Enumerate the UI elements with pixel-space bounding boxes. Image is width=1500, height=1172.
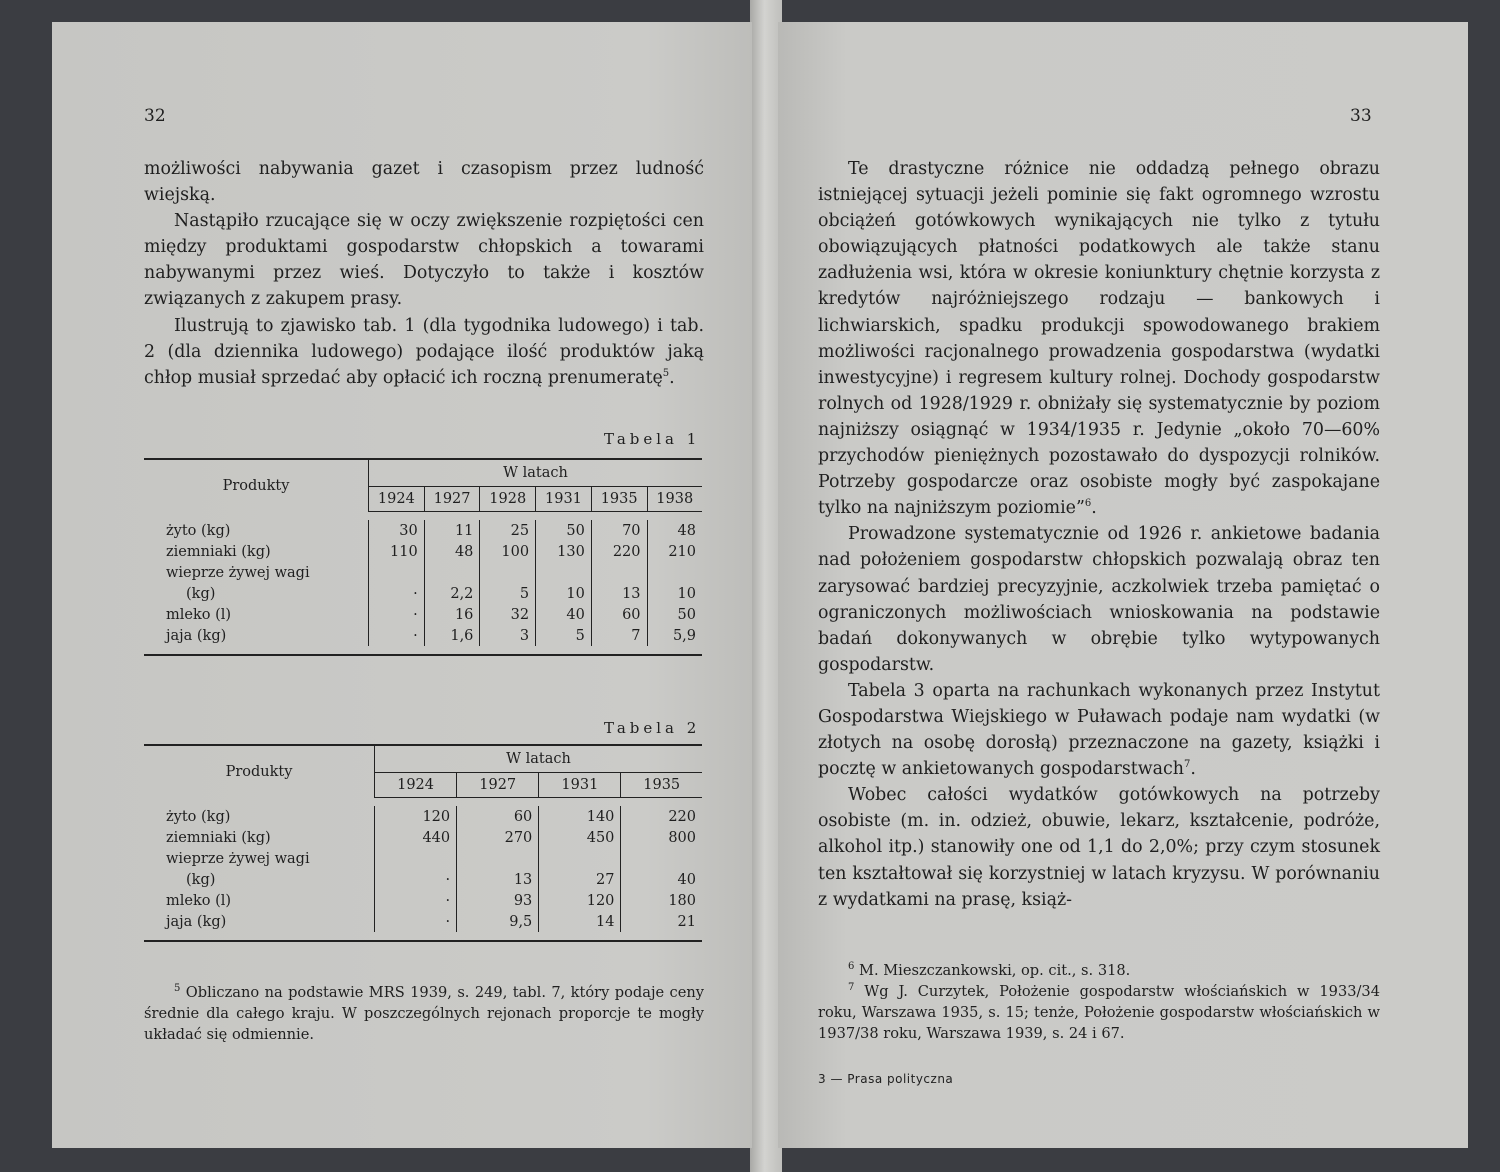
table-cell: 1,6 [424,625,480,646]
footnote-number: 6 [848,961,855,973]
paragraph: Nastąpiło rzucające się w oczy zwiększenie rozpiętości cen między produktami gospodarstw chłopskich a towarami nabywanymi przez wieś. Dotyczyło to także i kosztów związanych z zakupem prasy. [144,211,704,310]
row-label: (kg) [186,585,216,602]
paragraph: możliwości nabywania gazet i czasopism przez ludność wiejską. [144,159,704,206]
data-table [144,458,702,656]
table-row [144,806,702,827]
table-cell: 180 [621,890,702,911]
year-header: 1938 [647,487,702,512]
footnote-ref: 5 [662,367,670,379]
footnotes [818,960,1380,1044]
table-cell: 40 [621,869,702,890]
year-header: 1928 [480,487,536,512]
table-cell: 10 [536,583,592,604]
table-row [144,541,702,562]
paragraph: Prowadzone systematycznie od 1926 r. ankietowe badania nad położeniem gospodarstw chłopskich pozwalają obraz ten zarysować bardziej precyzyjnie, aczkolwiek trzeba pamiętać o ograniczonych możliwościach wnioskowania na podstawie badań dokonywanych w obrębie tylko wytypowanych gospodarstw. [818,524,1380,675]
footnote-ref: 6 [1084,498,1092,510]
row-label: ziemniaki (kg) [166,543,271,560]
row-label: mleko (l) [166,892,232,909]
table-cell: 3 [480,625,536,646]
paragraph-text: Tabela 3 oparta na rachunkach wykonanych przez Instytut Gospodarstwa Wiejskiego w Puławach podaje nam wydatki (w złotych na osobę dorosłą) przeznaczone na gazety, książki i pocztę w ankietowanych gospodarstwach [818,680,1380,780]
left-page [52,22,752,1148]
table-row [144,827,702,848]
footnote-text: Obliczano na podstawie MRS 1939, s. 249, tabl. 7, który podaje ceny średnie dla całego kraju. W poszczególnych rejonach proporcje te mogły układać się odmiennie. [144,984,704,1043]
year-header: 1935 [591,487,647,512]
body-text [144,156,704,391]
body-text [818,156,1380,913]
table-cell: · [375,869,457,890]
table-cell: 220 [621,806,702,827]
paragraph: Wobec całości wydatków gotówkowych na potrzeby osobiste (m. in. odzież, obuwie, lekarz, kształcenie, podróże, alkohol itp.) stanowiły one od 1,1 do 2,0%; przy czym stosunek ten kształtował się korzystniej w latach kryzysu. W porównaniu z wydatkami na prasę, książ- [818,785,1380,910]
row-label: żyto (kg) [166,808,231,825]
table-cell: 14 [539,911,621,932]
table-cell [647,562,702,583]
table-cell: · [369,625,425,646]
footnote-text: Wg J. Curzytek, Położenie gospodarstw włościańskich w 1933/34 roku, Warszawa 1935, s. 15; tenże, Położenie gospodarstw włościańskich w 1937/38 roku, Warszawa 1939, s. 24 i 67. [818,983,1381,1042]
table-cell [621,848,702,869]
year-header: 1924 [375,773,457,798]
table-row [144,911,702,932]
year-header: 1931 [536,487,592,512]
printer-signature: 3 — Prasa polityczna [818,1072,954,1086]
table-cell: 93 [457,890,539,911]
footnote-ref: 7 [1183,759,1191,771]
table-cell: 450 [539,827,621,848]
table-cell: 2,2 [424,583,480,604]
table-row [144,869,702,890]
table-cell: 120 [539,890,621,911]
row-label: wieprze żywej wagi [166,564,310,581]
table-caption: Tabela 2 [604,719,701,737]
footnote-paragraph [144,982,704,1045]
column-header: W latach [375,745,703,773]
table-cell: 210 [647,541,702,562]
table-cell [480,562,536,583]
right-page [778,22,1468,1148]
table-cell: · [375,911,457,932]
row-label: mleko (l) [166,606,232,623]
table-cell: 440 [375,827,457,848]
table-row [144,848,702,869]
table-cell: · [369,604,425,625]
table-cell: 9,5 [457,911,539,932]
row-label: wieprze żywej wagi [166,850,310,867]
table-cell: 21 [621,911,702,932]
table-cell: 5 [480,583,536,604]
column-header: Produkty [222,477,290,494]
table-cell: 120 [375,806,457,827]
table-cell: 800 [621,827,702,848]
year-header: 1927 [424,487,480,512]
table-cell: 48 [647,520,702,541]
footnote-text: M. Mieszczankowski, op. cit., s. 318. [859,962,1131,979]
page-number: 32 [144,106,166,126]
table-cell [369,562,425,583]
paragraph-text: Te drastyczne różnice nie oddadzą pełnego obrazu istniejącej sytuacji jeżeli pominie się fakt ogromnego wzrostu obciążeń gotówkowych wynikających nie tylko z tytułu obowiązujących płatności podatkowych ale także stanu zadłużenia wsi, która w okresie koniunktury chętnie korzysta z kredytów najróżniejszego rodzaju — bankowych i lichwiarskich, spadku produkcji spowodowanego brakiem możliwości racjonalnego prowadzenia gospodarstwa (wydatki inwestycyjne) i regresem kultury rolnej. Dochody gospodarstw rolnych od 1928/1929 r. obniżały się systematycznie by poziom najniższy osiągnąć w 1934/1935 r. Jedynie „około 70—60% przychodów pieniężnych pozostawało do dyspozycji rolników. Potrzeby gospodarcze oraz osobiste mogły być zaspokajane tylko na najniższym poziomie” [818,159,1380,519]
paragraph: Te drastyczne różnice nie oddadzą pełnego obrazu istniejącej sytuacji jeżeli pominie się fakt ogromnego wzrostu obciążeń gotówkowych wynikających nie tylko z tytułu obowiązujących płatności podatkowych ale także stanu zadłużenia wsi, która w okresie koniunktury chętnie korzysta z kredytów najróżniejszego rodzaju — bankowych i lichwiarskich, spadku produkcji spowodowanego brakiem możliwości racjonalnego prowadzenia gospodarstwa (wydatki inwestycyjne) i regresem kultury rolnej. Dochody gospodarstw rolnych od 1928/1929 r. obniżały się systematycznie by poziom najniższy osiągnąć w 1934/1935 r. Jedynie „około 70—60% przychodów pieniężnych pozostawało do dyspozycji rolników. Potrzeby gospodarcze oraz osobiste mogły być zaspokajane tylko na najniższym poziomie”$^6$. [818,159,1380,519]
table-cell: 100 [480,541,536,562]
table-cell: 50 [647,604,702,625]
footnote [144,982,704,1045]
table-cell: 30 [369,520,425,541]
table-cell: 13 [457,869,539,890]
table-cell: 32 [480,604,536,625]
footnote [818,960,1380,981]
year-header: 1931 [539,773,621,798]
year-header: 1927 [457,773,539,798]
row-label: żyto (kg) [166,522,231,539]
table-cell: 70 [591,520,647,541]
table-cell: 27 [539,869,621,890]
row-label: (kg) [186,871,216,888]
table-cell [424,562,480,583]
table-cell [591,562,647,583]
table-cell: 40 [536,604,592,625]
paragraph-text: Ilustrują to zjawisko tab. 1 (dla tygodnika ludowego) i tab. 2 (dla dziennika ludowego) podające ilość produktów jaką chłop musiał sprzedać aby opłacić ich roczną prenumeratę [144,315,704,388]
table-cell: 7 [591,625,647,646]
year-header: 1924 [369,487,425,512]
table-cell: 10 [647,583,702,604]
footnote-number: 5 [174,983,181,995]
table-cell: 110 [369,541,425,562]
table-cell: 16 [424,604,480,625]
table-cell: 60 [457,806,539,827]
table-cell: 5 [536,625,592,646]
table-cell: 11 [424,520,480,541]
table-row [144,562,702,583]
row-label: ziemniaki (kg) [166,829,271,846]
table-cell: 270 [457,827,539,848]
table-caption: Tabela 1 [604,430,701,448]
table-cell: 60 [591,604,647,625]
row-label: jaja (kg) [166,627,227,644]
paragraph: Ilustrują to zjawisko tab. 1 (dla tygodnika ludowego) i tab. 2 (dla dziennika ludowego) podające ilość produktów jaką chłop musiał sprzedać aby opłacić ich roczną prenumeratę$^5$. [144,315,704,388]
row-label: jaja (kg) [166,913,227,930]
table-cell: 50 [536,520,592,541]
table-cell [536,562,592,583]
page-number: 33 [1350,106,1372,126]
table-cell: 220 [591,541,647,562]
table-cell: 140 [539,806,621,827]
table-cell: · [375,890,457,911]
table-row [144,625,702,646]
paragraph: Tabela 3 oparta na rachunkach wykonanych przez Instytut Gospodarstwa Wiejskiego w Puławach podaje nam wydatki (w złotych na osobę dorosłą) przeznaczone na gazety, książki i pocztę w ankietowanych gospodarstwach$^7$. [818,680,1380,780]
table-row [144,890,702,911]
table-cell: · [369,583,425,604]
table-cell: 130 [536,541,592,562]
table-cell: 13 [591,583,647,604]
table-cell [457,848,539,869]
table-cell: 5,9 [647,625,702,646]
year-header: 1935 [621,773,702,798]
table-cell: 25 [480,520,536,541]
table-cell [375,848,457,869]
data-table [144,744,702,942]
footnote-number: 7 [848,982,855,994]
column-header: Produkty [225,763,293,780]
table-cell [539,848,621,869]
column-header: W latach [369,459,703,487]
table-cell: 48 [424,541,480,562]
table-row [144,520,702,541]
table-row [144,583,702,604]
table-row [144,604,702,625]
footnote [818,981,1380,1044]
